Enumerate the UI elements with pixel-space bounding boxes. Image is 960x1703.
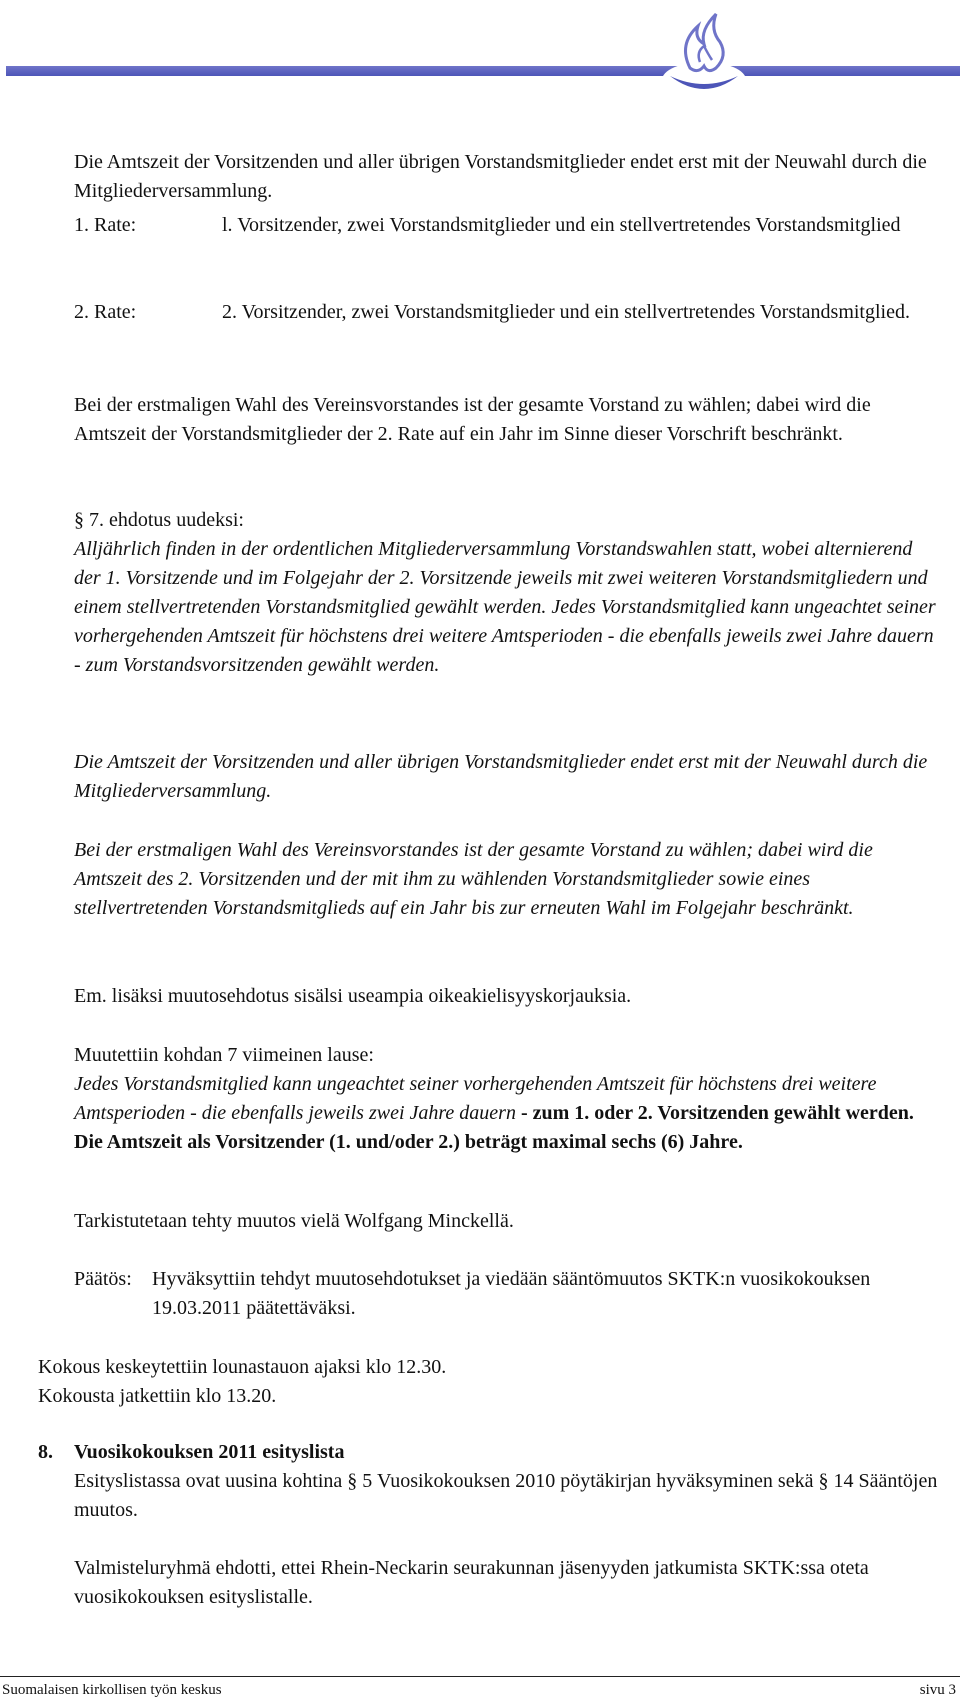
section-number: 8. [38,1441,53,1463]
paragraph-text: Die Amtszeit der Vorsitzenden und aller übrigen Vorstandsmitglieder endet erst mit der Neuwahl durch die Mitgliederversammlung. [74,151,927,202]
paragraph-erstmalige-wahl [74,391,944,449]
rate-label: 1. Rate: [74,214,137,236]
decision-text: Hyväksyttiin tehdyt muutosehdotukset ja viedään sääntömuutos SKTK:n vuosikokouksen 19.03.2011 päätettäväksi. [152,1268,871,1319]
proposal-section-7 [74,506,944,680]
paragraph-text: Valmisteluryhmä ehdotti, ettei Rhein-Neckarin seurakunnan jäsenyyden jatkumista SKTK:ssa oteta vuosikokouksen esityslistalle. [74,1557,869,1608]
section-title: Vuosikokouksen 2011 esityslista [74,1441,345,1463]
paragraph-text: Bei der erstmaligen Wahl des Vereinsvorstandes ist der gesamte Vorstand zu wählen; dabei wird die Amtszeit des 2. Vorsitzenden und der mit ihm zu wählenden Vorstandsmitglieder sowie eines stellvertretenden Vorstandsmitglieds auf ein Jahr bis zur erneuten Wahl im Folgejahr beschränkt. [74,839,873,919]
paragraph-text: Esityslistassa ovat uusina kohtina § 5 Vuosikokouksen 2010 pöytäkirjan hyväksyminen sekä § 14 Sääntöjen muutos. [74,1470,938,1521]
header-band [6,66,960,76]
break-note: Kokousta jatkettiin klo 13.20. [38,1385,277,1407]
amended-sentence-italic: Jedes Vorstandsmitglied kann ungeachtet seiner vorhergehenden Amtszeit für höchstens drei weitere Amtsperioden - die ebenfalls jeweils zwei Jahre dauern [74,1073,877,1124]
paragraph-heading: Muutettiin kohdan 7 viimeinen lause: [74,1044,374,1066]
amended-sentence-bold: - zum 1. oder 2. Vorsitzenden gewählt werden. Die Amtszeit als Vorsitzender (1. und/oder 2.) beträgt maximal sechs (6) Jahre. [74,1102,914,1153]
rate-label: 2. Rate: [74,301,137,323]
rate-text: l. Vorsitzender, zwei Vorstandsmitglieder und ein stellvertretendes Vorstandsmitglied [222,214,901,236]
dove-flame-logo-icon [660,4,748,104]
proposal-body: Alljährlich finden in der ordentlichen Mitgliederversammlung Vorstandswahlen statt, wobei alternierend der 1. Vorsitzende und im Folgejahr der 2. Vorsitzende jeweils mit zwei weiteren Vorstandsmitgliedern und einem stellvertretenden Vorstandsmitglied gewählt werden. Jedes Vorstandsmitglied kann ungeachtet seiner vorhergehenden Amtszeit für höchstens drei weitere Amtsperioden - die ebenfalls jeweils zwei Jahre dauern - zum Vorstandsvorsitzenden gewählt werden. [74,538,936,676]
rate-text: 2. Vorsitzender, zwei Vorstandsmitglieder und ein stellvertretendes Vorstandsmitglied. [222,301,910,323]
decision-label: Päätös: [74,1268,132,1290]
page-footer [0,1676,960,1703]
section-8-body [74,1467,944,1525]
paragraph-erstmalige-wahl-italic [74,836,944,923]
paragraph-tarkistus [74,1207,944,1236]
paragraph-amtszeit [74,148,944,206]
paragraph-amtszeit-italic [74,748,944,806]
footer-organization: Suomalaisen kirkollisen työn keskus [2,1682,222,1698]
paragraph-text: Tarkistutetaan tehty muutos vielä Wolfgang Minckellä. [74,1210,514,1232]
break-note: Kokous keskeytettiin lounastauon ajaksi klo 12.30. [38,1356,447,1378]
paragraph-text: Em. lisäksi muutosehdotus sisälsi useampia oikeakielisyyskorjauksia. [74,985,632,1007]
paragraph-korjaukset [74,982,944,1011]
paragraph-muutettiin [74,1041,944,1157]
paragraph-text: Bei der erstmaligen Wahl des Vereinsvorstandes ist der gesamte Vorstand zu wählen; dabei wird die Amtszeit der Vorstandsmitglieder der 2. Rate auf ein Jahr im Sinne dieser Vorschrift beschränkt. [74,394,871,445]
section-8-proposal [74,1554,944,1612]
break-notes [38,1353,908,1411]
paragraph-text: Die Amtszeit der Vorsitzenden und aller übrigen Vorstandsmitglieder endet erst mit der Neuwahl durch die Mitgliederversammlung. [74,751,928,802]
page-number: sivu 3 [919,1682,956,1698]
proposal-heading: § 7. ehdotus uudeksi: [74,509,244,531]
